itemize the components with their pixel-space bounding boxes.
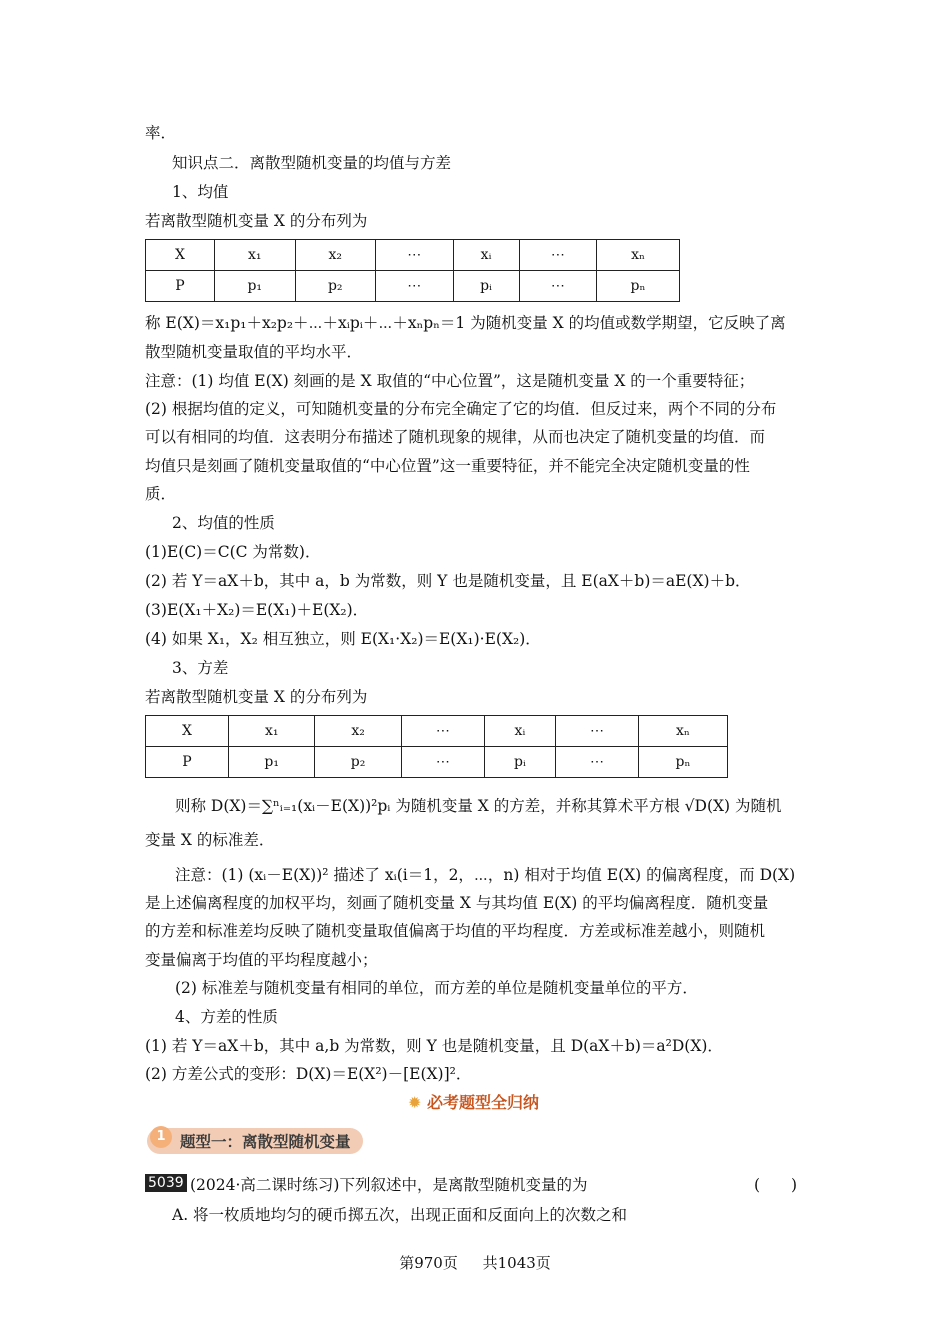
- table-cell: P: [146, 747, 229, 778]
- section-title: [408, 1090, 539, 1113]
- table-cell: X: [146, 240, 215, 271]
- text-line: (2) 若 Y＝aX＋b，其中 a，b 为常数，则 Y 也是随机变量，且 E(aX＋b)＝aE(X)＋b．: [145, 572, 751, 590]
- text-line: 注意：(1) 均值 E(X) 刻画的是 X 取值的“中心位置”，这是随机变量 X 的一个重要特征；: [145, 372, 755, 390]
- section-title-text: 必考题型全归纳: [426, 1093, 539, 1112]
- table-row: [146, 716, 728, 747]
- option-a: A. 将一枚质地均匀的硬币掷五次，出现正面和反面向上的次数之和: [172, 1206, 628, 1224]
- text-line: (2) 根据均值的定义，可知随机变量的分布完全确定了它的均值．但反过来，两个不同的分布: [145, 400, 777, 418]
- table-cell: ⋯: [401, 747, 484, 778]
- table-cell: xᵢ: [484, 716, 555, 747]
- table-cell: p₂: [295, 271, 376, 302]
- table-cell: ⋯: [376, 240, 454, 271]
- question-id: 5039: [145, 1174, 187, 1192]
- text-line: 称 E(X)＝x₁p₁＋x₂p₂＋⋯＋xᵢpᵢ＋⋯＋xₙpₙ＝1 为随机变量 X 的均值或数学期望，它反映了离: [145, 314, 786, 332]
- text-line: 散型随机变量取值的平均水平．: [145, 343, 363, 361]
- text-line: 若离散型随机变量 X 的分布列为: [145, 688, 368, 706]
- table-cell: p₂: [315, 747, 401, 778]
- heading-variance-properties: 4、方差的性质: [175, 1008, 278, 1026]
- text-line: 若离散型随机变量 X 的分布列为: [145, 212, 368, 230]
- table-cell: P: [146, 271, 215, 302]
- table-cell: ⋯: [401, 716, 484, 747]
- text-line: 率．: [145, 124, 177, 142]
- table-cell: ⋯: [555, 747, 638, 778]
- page-footer: [0, 1252, 950, 1273]
- table-cell: x₂: [315, 716, 401, 747]
- table-cell: xᵢ: [453, 240, 519, 271]
- badge-number: 1: [150, 1126, 172, 1148]
- answer-parentheses: ( ): [754, 1176, 798, 1194]
- table-cell: x₁: [229, 716, 315, 747]
- table-cell: pₙ: [597, 271, 680, 302]
- distribution-table-2: [145, 715, 728, 778]
- heading-mean-properties: 2、均值的性质: [172, 514, 275, 532]
- text-line: (4) 如果 X₁，X₂ 相互独立，则 E(X₁·X₂)＝E(X₁)·E(X₂)．: [145, 630, 541, 648]
- badge-text: 题型一：离散型随机变量: [180, 1133, 351, 1151]
- text-line: (1) 若 Y＝aX＋b，其中 a,b 为常数，则 Y 也是随机变量，且 D(aX＋b)＝a²D(X)．: [145, 1037, 723, 1055]
- heading-knowledge-point-2: 知识点二．离散型随机变量的均值与方差: [172, 154, 452, 172]
- text-line: 变量 X 的标准差．: [145, 831, 275, 849]
- sun-icon: ✹: [408, 1093, 422, 1112]
- table-cell: x₁: [215, 240, 296, 271]
- text-line: 的方差和标准差均反映了随机变量取值偏离于均值的平均程度．方差或标准差越小，则随机: [145, 922, 766, 940]
- text-line: 可以有相同的均值．这表明分布描述了随机现象的规律，从而也决定了随机变量的均值．而: [145, 428, 766, 446]
- table-cell: p₁: [215, 271, 296, 302]
- table-row: [146, 747, 728, 778]
- text-line: (1)E(C)＝C(C 为常数)．: [145, 543, 321, 561]
- table-cell: ⋯: [376, 271, 454, 302]
- table-row: [146, 271, 680, 302]
- text-line: 是上述偏离程度的加权平均，刻画了随机变量 X 与其均值 E(X) 的平均偏离程度．随机变量: [145, 894, 769, 912]
- table-cell: pᵢ: [453, 271, 519, 302]
- table-cell: p₁: [229, 747, 315, 778]
- question-stem: (2024·高二课时练习)下列叙述中，是离散型随机变量的为: [190, 1176, 588, 1194]
- heading-variance: 3、方差: [172, 659, 229, 677]
- text-line: (3)E(X₁＋X₂)＝E(X₁)＋E(X₂)．: [145, 601, 369, 619]
- table-cell: xₙ: [639, 716, 728, 747]
- distribution-table-1: [145, 239, 680, 302]
- text-line: 均值只是刻画了随机变量取值的“中心位置”这一重要特征，并不能完全决定随机变量的性: [145, 457, 750, 475]
- heading-mean: 1、均值: [172, 183, 229, 201]
- text-line: 质．: [145, 485, 177, 503]
- table-cell: xₙ: [597, 240, 680, 271]
- page-total: 共1043页: [482, 1254, 551, 1272]
- text-line: 变量偏离于均值的平均程度越小；: [145, 951, 378, 969]
- table-cell: pᵢ: [484, 747, 555, 778]
- text-line: (2) 方差公式的变形：D(X)＝E(X²)－[E(X)]²．: [145, 1065, 472, 1083]
- table-cell: pₙ: [639, 747, 728, 778]
- text-line: 则称 D(X)＝∑ⁿᵢ₌₁(xᵢ－E(X))²pᵢ 为随机变量 X 的方差，并称其算术平方根 √D(X) 为随机: [175, 797, 782, 815]
- table-cell: ⋯: [519, 271, 597, 302]
- table-row: [146, 240, 680, 271]
- text-line: 注意：(1) (xᵢ－E(X))² 描述了 xᵢ(i＝1，2，⋯，n) 相对于均值 E(X) 的偏离程度，而 D(X): [175, 866, 796, 884]
- table-cell: x₂: [295, 240, 376, 271]
- table-cell: ⋯: [555, 716, 638, 747]
- text-line: (2) 标准差与随机变量有相同的单位，而方差的单位是随机变量单位的平方．: [175, 979, 698, 997]
- table-cell: ⋯: [519, 240, 597, 271]
- table-cell: X: [146, 716, 229, 747]
- page-number: 第970页: [399, 1254, 458, 1272]
